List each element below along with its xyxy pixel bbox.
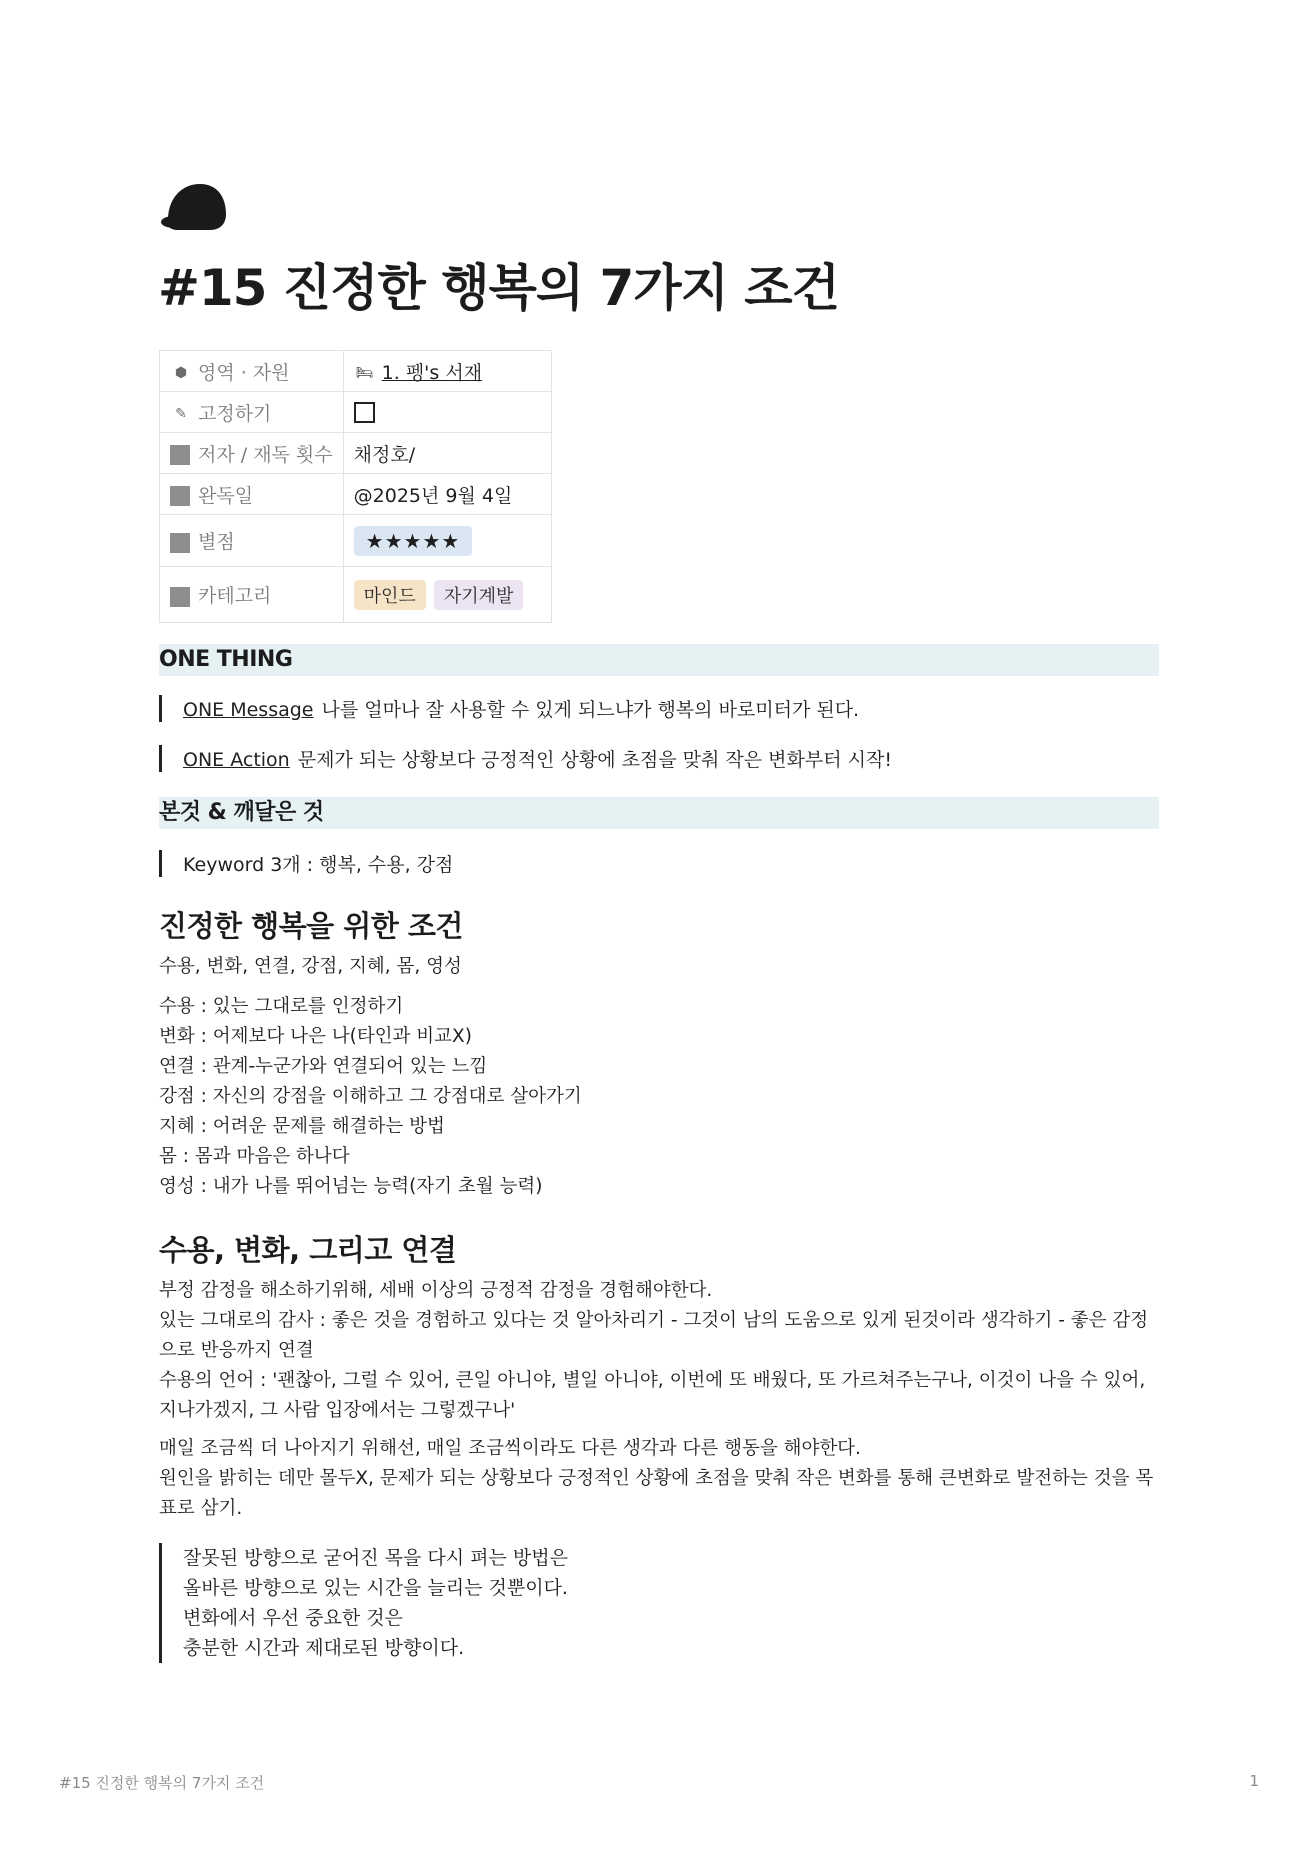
category-tag[interactable]: 마인드 bbox=[354, 580, 426, 610]
property-row[interactable] bbox=[160, 567, 552, 623]
property-key: 별점 bbox=[198, 531, 235, 553]
one-message-text: 나를 얼마나 잘 사용할 수 있게 되느냐가 행복의 바로미터가 된다. bbox=[321, 699, 860, 721]
paragraph-line: 매일 조금씩 더 나아지기 위해선, 매일 조금씩이라도 다른 생각과 다른 행동을 해야한다. bbox=[159, 1438, 861, 1459]
date-icon bbox=[170, 486, 190, 506]
property-key: 완독일 bbox=[198, 484, 254, 507]
pin-icon: ✎ bbox=[175, 406, 187, 422]
one-action-label[interactable]: ONE Action bbox=[183, 749, 290, 771]
quote-line: 변화에서 우선 중요한 것은 bbox=[183, 1607, 404, 1629]
one-action-text: 문제가 되는 상황보다 긍정적인 상황에 초점을 맞춰 작은 변화부터 시작! bbox=[297, 749, 892, 771]
text-icon bbox=[170, 445, 190, 465]
paragraph-line: 수용의 언어 : '괜찮아, 그럴 수 있어, 큰일 아니야, 별일 아니야, 이번에 또 배웠다, 또 가르쳐주는구나, 이것이 나을 수 있어, 지나가겠지, 그 사람 입장에서는 그렇겠구나' bbox=[159, 1370, 1146, 1421]
property-row[interactable] bbox=[160, 474, 552, 515]
one-action-callout bbox=[159, 745, 892, 772]
paragraph-line: 있는 그대로의 감사 : 좋은 것을 경험하고 있다는 것 알아차리기 - 그것이 남의 도움으로 있게 된것이라 생각하기 - 좋은 감정으로 반응까지 연결 bbox=[159, 1310, 1149, 1361]
direction-quote bbox=[159, 1543, 568, 1663]
page-title: #15 진정한 행복의 7가지 조건 bbox=[158, 259, 839, 317]
bed-icon: 🛏 bbox=[355, 365, 374, 381]
paragraph-line: 원인을 밝히는 데만 몰두X, 문제가 되는 상황보다 긍정적인 상황에 초점을 맞춰 작은 변화를 통해 큰변화로 발전하는 것을 목표로 삼기. bbox=[159, 1468, 1154, 1519]
acceptance-paragraph bbox=[159, 1276, 1159, 1426]
keywords-text: Keyword 3개 : 행복, 수용, 강점 bbox=[183, 854, 454, 876]
condition-line: 연결 : 관계-누군가와 연결되어 있는 느낌 bbox=[159, 1056, 488, 1077]
property-key: 영역 · 자원 bbox=[198, 361, 290, 384]
category-tag[interactable]: 자기계발 bbox=[434, 580, 524, 610]
property-key: 고정하기 bbox=[198, 402, 272, 425]
one-message-label[interactable]: ONE Message bbox=[183, 699, 314, 721]
condition-line: 변화 : 어제보다 나은 나(타인과 비교X) bbox=[159, 1026, 472, 1047]
select-icon bbox=[170, 533, 190, 553]
properties-table bbox=[159, 350, 552, 623]
property-key: 저자 / 재독 횟수 bbox=[198, 443, 333, 466]
quote-line: 잘못된 방향으로 굳어진 목을 다시 펴는 방법은 bbox=[183, 1547, 568, 1569]
property-row[interactable] bbox=[160, 515, 552, 567]
conditions-list bbox=[159, 992, 582, 1202]
cube-icon: ⬢ bbox=[174, 365, 188, 381]
keywords-callout bbox=[159, 850, 453, 877]
pin-checkbox[interactable] bbox=[354, 402, 375, 423]
one-message-callout bbox=[159, 695, 859, 722]
property-row[interactable] bbox=[160, 351, 552, 392]
author-value[interactable]: 채정호/ bbox=[343, 433, 551, 474]
date-value[interactable]: @2025년 9월 4일 bbox=[343, 474, 551, 515]
quote-line: 올바른 방향으로 있는 시간을 늘리는 것뿐이다. bbox=[183, 1577, 568, 1599]
relation-link[interactable]: 1. 펭's 서재 bbox=[381, 361, 483, 384]
rating-badge[interactable]: ★★★★★ bbox=[354, 526, 473, 556]
condition-line: 강점 : 자신의 강점을 이해하고 그 강점대로 살아가기 bbox=[159, 1086, 582, 1107]
condition-line: 영성 : 내가 나를 뛰어넘는 능력(자기 초월 능력) bbox=[159, 1176, 543, 1197]
summary-line: 수용, 변화, 연결, 강점, 지혜, 몸, 영성 bbox=[159, 956, 462, 977]
property-key: 카테고리 bbox=[198, 585, 272, 607]
cap-icon bbox=[160, 180, 228, 232]
quote-line: 충분한 시간과 제대로된 방향이다. bbox=[183, 1637, 465, 1659]
page-number: 1 bbox=[1249, 1772, 1259, 1790]
one-thing-heading: ONE THING bbox=[159, 644, 1159, 676]
conditions-summary bbox=[159, 952, 462, 982]
multiselect-icon bbox=[170, 587, 190, 607]
condition-line: 수용 : 있는 그대로를 인정하기 bbox=[159, 996, 404, 1017]
footer-title: #15 진정한 행복의 7가지 조건 bbox=[59, 1774, 265, 1792]
paragraph-line: 부정 감정을 해소하기위해, 세배 이상의 긍정적 감정을 경험해야한다. bbox=[159, 1280, 713, 1301]
section-heading: 수용, 변화, 그리고 연결 bbox=[159, 1233, 457, 1267]
section-heading: 진정한 행복을 위한 조건 bbox=[159, 909, 463, 943]
condition-line: 지혜 : 어려운 문제를 해결하는 방법 bbox=[159, 1116, 445, 1137]
property-row[interactable] bbox=[160, 392, 552, 433]
insights-heading: 본것 & 깨달은 것 bbox=[159, 797, 1159, 829]
condition-line: 몸 : 몸과 마음은 하나다 bbox=[159, 1146, 350, 1167]
change-paragraph bbox=[159, 1434, 1159, 1524]
property-row[interactable] bbox=[160, 433, 552, 474]
